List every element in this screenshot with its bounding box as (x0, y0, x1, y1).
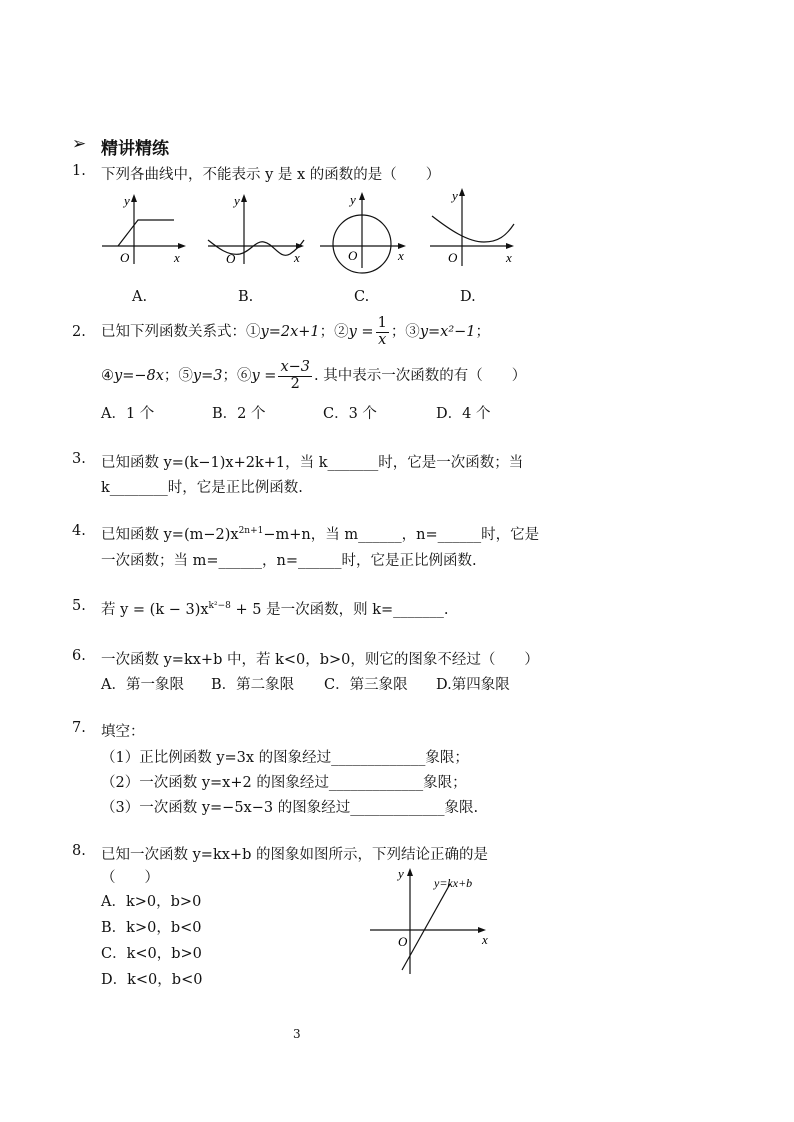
q3-line2: k________时，它是正比例函数. (101, 480, 303, 496)
q8-x-label: x (482, 932, 488, 947)
q1-graph-b (206, 188, 310, 272)
q1-graph-a (98, 188, 190, 272)
q2-sep2: ；② (319, 324, 349, 340)
q2-line2-post: . 其中表示一次函数的有（ ） (314, 368, 527, 384)
q2-option-c[interactable]: C．3 个 (323, 406, 377, 422)
q8-answer-paren: （ ） (101, 870, 159, 886)
q2-sep3: ；③ (390, 324, 420, 340)
q1d-x-label: x (506, 250, 512, 265)
q8-line-label: y=kx+b (434, 876, 473, 890)
q4-exponent: 2n+1 (238, 526, 264, 537)
q6-text: 一次函数 y=kx+b 中，若 k<0，b>0，则它的图象不经过（ ） (101, 652, 539, 668)
q2-f3: y=x²−1 (419, 324, 476, 340)
q2-option-a[interactable]: A．1 个 (101, 406, 155, 422)
q1-option-d[interactable]: D. (460, 289, 476, 305)
q1c-origin-label: O (348, 248, 358, 263)
q5-exponent: k²−8 (208, 601, 231, 612)
q6-option-b[interactable]: B．第二象限 (211, 677, 295, 693)
q1b-y-label: y (234, 193, 240, 208)
q1-text: 下列各曲线中，不能表示 y 是 x 的函数的是（ ） (101, 167, 441, 183)
q1-option-a[interactable]: A. (132, 289, 148, 305)
q4-line2: 一次函数；当 m=______，n=______时，它是正比例函数. (101, 553, 477, 569)
q1-option-b[interactable]: B. (238, 289, 254, 305)
q8-text: 已知一次函数 y=kx+b 的图象如图所示，下列结论正确的是 (101, 847, 488, 863)
q1-option-c[interactable]: C. (354, 289, 370, 305)
q1-graph-d (428, 186, 520, 272)
q8-number: 8. (72, 843, 86, 859)
q5-pre: 若 y = (k − 3)x (101, 602, 209, 618)
q6-option-d[interactable]: D.第四象限 (436, 677, 510, 693)
q6-number: 6. (72, 648, 86, 664)
q2-line1-end: ； (475, 324, 491, 340)
q4-line1-post: −m+n，当 m______，n=______时，它是 (263, 527, 540, 543)
q2-f4-pre: ④ (101, 368, 114, 384)
section-title: 精讲精练 (101, 139, 169, 159)
q8-option-c[interactable]: C．k<0，b>0 (101, 946, 202, 962)
q2-intro: 已知下列函数关系式：① (101, 324, 261, 340)
q8-origin-label: O (398, 934, 408, 949)
q2-option-d[interactable]: D．4 个 (436, 406, 491, 422)
q1c-x-label: x (398, 248, 404, 263)
q5-number: 5. (72, 598, 86, 614)
page-number: 3 (293, 1027, 301, 1041)
q1d-y-label: y (452, 188, 458, 203)
q2-option-b[interactable]: B．2 个 (212, 406, 266, 422)
q8-option-b[interactable]: B．k>0，b<0 (101, 920, 202, 936)
q7-number: 7. (72, 720, 86, 736)
q1c-y-label: y (350, 192, 356, 207)
q1b-origin-label: O (226, 251, 236, 266)
q7-item-2: （2）一次函数 y=x+2 的图象经过_____________象限； (101, 775, 467, 791)
q6-option-a[interactable]: A．第一象限 (101, 677, 184, 693)
q2-line1 (101, 312, 490, 352)
q3-number: 3. (72, 451, 86, 467)
q3-line1: 已知函数 y=(k−1)x+2k+1，当 k_______时，它是一次函数；当 (101, 455, 524, 471)
q2-sep6: ；⑥ (222, 368, 252, 384)
q2-f6-den: 2 (290, 375, 300, 392)
q2-f6-fraction (278, 360, 312, 391)
q4-line1-pre: 已知函数 y=(m−2)x (101, 527, 239, 543)
q1b-x-label: x (294, 250, 300, 265)
q1a-x-label: x (174, 250, 180, 265)
q1a-origin-label: O (120, 250, 130, 265)
q7-title: 填空： (101, 724, 145, 740)
q2-f4: y=−8x (114, 368, 164, 384)
q2-f2-den: x (378, 331, 387, 348)
q8-option-a[interactable]: A．k>0，b>0 (101, 894, 202, 910)
q2-f5: y=3 (192, 368, 223, 384)
q2-number: 2. (72, 324, 86, 340)
q1-graph-c (318, 188, 410, 274)
q1d-origin-label: O (448, 250, 458, 265)
q7-item-1: （1）正比例函数 y=3x 的图象经过_____________象限； (101, 750, 469, 766)
section-marker: ➢ (72, 134, 87, 154)
q2-sep5: ；⑤ (163, 368, 193, 384)
q7-item-3: （3）一次函数 y=−5x−3 的图象经过_____________象限. (101, 800, 479, 816)
q8-y-label: y (398, 866, 404, 881)
q4-number: 4. (72, 523, 86, 539)
q4-line1 (101, 523, 539, 544)
q2-line2 (101, 356, 526, 396)
q5-post: + 5 是一次函数，则 k=_______. (230, 602, 449, 618)
q6-option-c[interactable]: C．第三象限 (324, 677, 408, 693)
q2-f1: y=2x+1 (260, 324, 320, 340)
q1-number: 1. (72, 163, 86, 179)
q1a-y-label: y (124, 193, 130, 208)
q2-f2-lhs: y = (348, 324, 374, 340)
q2-f2-num: 1 (377, 315, 387, 332)
q8-option-d[interactable]: D．k<0，b<0 (101, 972, 203, 988)
q2-f6-num: x−3 (280, 359, 310, 376)
q8-graph (368, 862, 498, 982)
q2-f2-fraction (376, 316, 389, 347)
q2-f6-lhs: y = (251, 368, 277, 384)
q5-text (101, 598, 449, 619)
